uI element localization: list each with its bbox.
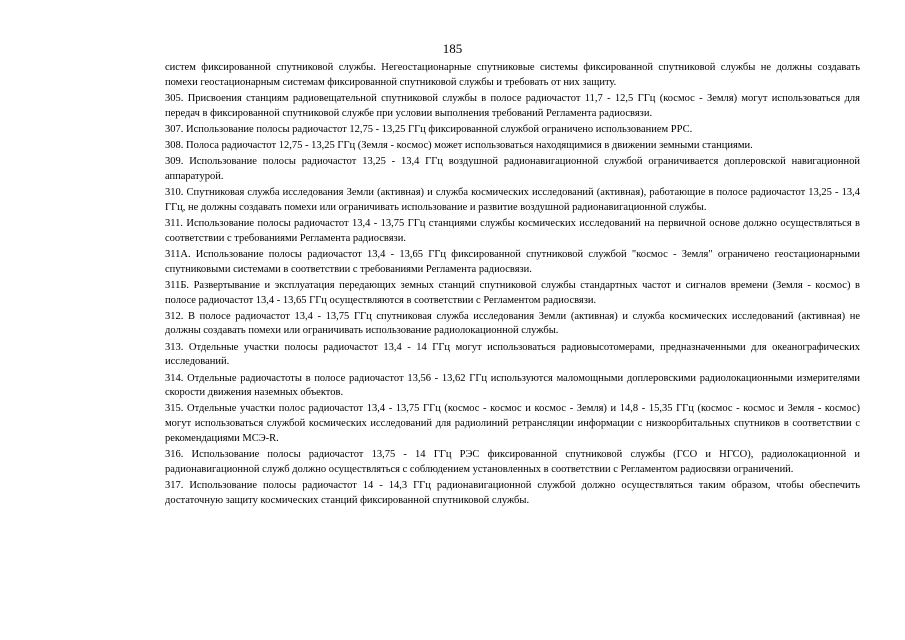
paragraph-309: 309. Использование полосы радиочастот 13,25 - 13,4 ГГц воздушной радионавигационной службой ограничивается доплеровской навигационной аппаратурой. xyxy=(165,156,860,182)
document-body xyxy=(165,61,860,510)
paragraph-307: 307. Использование полосы радиочастот 12,75 - 13,25 ГГц фиксированной службой ограничено использованием РРС. xyxy=(165,123,693,135)
paragraph-305: 305. Присвоения станциям радиовещательной спутниковой службы в полосе радиочастот 11,7 - 12,5 ГГц (космос - Земля) могут использоваться для передач в фиксированной спутниковой службе при условии выполнения требований Регламента радиосвязи. xyxy=(165,92,860,119)
paragraph-313: 313. Отдельные участки полосы радиочастот 13,4 - 14 ГГц могут использоваться радиовысотомерами, предназначенными для океанографических исследований. xyxy=(165,341,860,368)
paragraph-311: 311. Использование полосы радиочастот 13,4 - 13,75 ГГц станциями службы космических исследований на первичной основе должно осуществляться в соответствии с требованиями Регламента радиосвязи. xyxy=(165,218,860,244)
paragraph-312: 312. В полосе радиочастот 13,4 - 13,75 ГГц спутниковая служба исследования Земли (активная) и служба космических исследований (активная) не должны создавать помехи или ограничивать использование радиолокационной службы. xyxy=(165,310,860,337)
paragraph-315: 315. Отдельные участки полос радиочастот 13,4 - 13,75 ГГц (космос - космос и космос - Земля) и 14,8 - 15,35 ГГц (космос - космос и Земля - космос) могут использоваться службой космических исследований для радиолиний ретрансляции информации с низкоорбитальных спутников в соответствии с рекомендациями МСЭ-R. xyxy=(165,403,860,444)
paragraph-314: 314. Отдельные радиочастоты в полосе радиочастот 13,56 - 13,62 ГГц используются маломощными доплеровскими радиолокационными измерителями скорости движения наземных объектов. xyxy=(165,372,860,399)
page-number: 185 xyxy=(442,41,463,56)
paragraph-316: 316. Использование полосы радиочастот 13,75 - 14 ГГц РЭС фиксированной спутниковой службы (ГСО и НГСО), радиолокационной и радионавигационной служб должно осуществляться с соблюдением установленных в соответствии с Регламентом радиосвязи ограничений. xyxy=(165,449,860,475)
paragraph-continuation: систем фиксированной спутниковой службы. Негеостационарные спутниковые системы фиксированной спутниковой службы не должны создавать помехи геостационарным системам фиксированной спутниковой службы и требовать от них защиту. xyxy=(165,62,860,88)
paragraph-308: 308. Полоса радиочастот 12,75 - 13,25 ГГц (Земля - космос) может использоваться находящимися в движении земными станциями. xyxy=(165,140,753,152)
paragraph-317: 317. Использование полосы радиочастот 14 - 14,3 ГГц радионавигационной службой должно осуществляться таким образом, чтобы обеспечить достаточную защиту космических станций фиксированной спутниковой службы. xyxy=(165,479,860,506)
paragraph-311b: 311Б. Развертывание и эксплуатация передающих земных станций спутниковой службы стандартных частот и сигналов времени (Земля - космос) в полосе радиочастот 13,4 - 13,65 ГГц осуществляются в соответствии с Регламентом радиосвязи. xyxy=(165,279,860,306)
paragraph-311a: 311А. Использование полосы радиочастот 13,4 - 13,65 ГГц фиксированной спутниковой службой "космос - Земля" ограничено геостационарными спутниковыми системами в соответствии с требованиями Регламента радиосвязи. xyxy=(165,248,860,275)
paragraph-310: 310. Спутниковая служба исследования Земли (активная) и служба космических исследований (активная), работающие в полосе радиочастот 13,25 - 13,4 ГГц, не должны создавать помехи или ограничивать использование и развитие воздушной радионавигационной службы. xyxy=(165,187,860,213)
